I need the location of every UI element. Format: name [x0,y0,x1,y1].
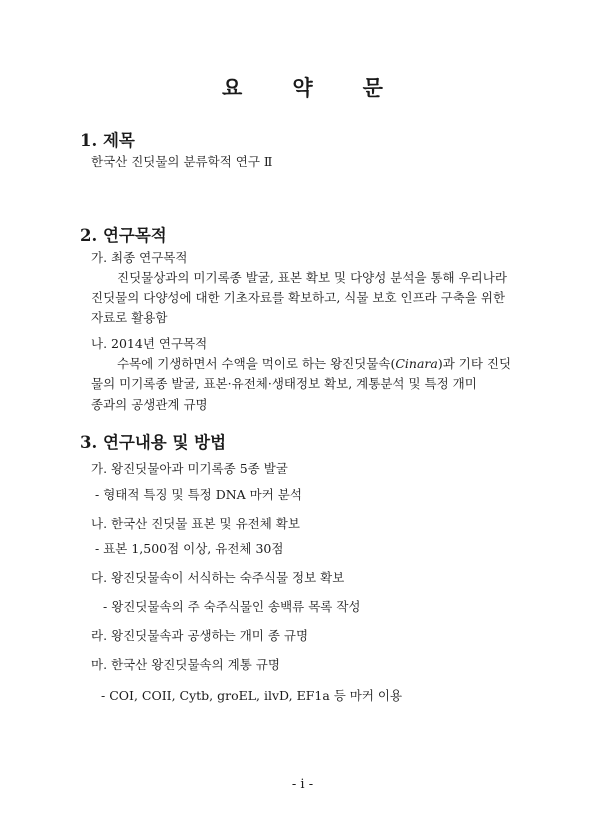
section-2-b-line: 종과의 공생관계 규명 [91,397,208,412]
genus-name: Cinara [395,356,438,371]
page-number: - i - [291,777,314,792]
title-char: 약 [292,75,313,100]
section-3-item: 가. 왕진딧물아과 미기록종 5종 발굴 [91,461,288,476]
section-2-a-line: 진딧물상과의 미기록종 발굴, 표본 확보 및 다양성 분석을 통해 우리나라 [117,270,507,285]
section-2-b-line: 물의 미기록종 발굴, 표본·유전체·생태정보 확보, 계통분석 및 특정 개미 [91,376,477,391]
section-3-heading: 3. 연구내용 및 방법 [80,433,227,452]
section-3-item: 마. 한국산 왕진딧물속의 계통 규명 [91,657,280,672]
section-3-item: 라. 왕진딧물속과 공생하는 개미 종 규명 [91,628,309,643]
title-char: 문 [362,75,383,100]
section-3-item: 다. 왕진딧물속이 서식하는 숙주식물 정보 확보 [91,570,345,585]
page-title [0,72,605,102]
section-2-b-label: 나. 2014년 연구목적 [91,336,208,351]
section-3-item: 나. 한국산 진딧물 표본 및 유전체 확보 [91,516,300,531]
title-char: 요 [222,75,243,100]
section-3-subitem: - 표본 1,500점 이상, 유전체 30점 [95,541,284,556]
section-3-subitem: - COI, COII, Cytb, groEL, ilvD, EF1a 등 마커 이용 [101,688,403,703]
b-line1-pre: 수목에 기생하면서 수액을 먹이로 하는 왕진딧물속( [117,356,396,371]
section-2-a-line: 진딧물의 다양성에 대한 기초자료를 확보하고, 식물 보호 인프라 구축을 위한 [91,290,506,305]
section-2-b-line [117,358,511,371]
section-1-heading: 1. 제목 [80,131,135,150]
b-line1-post: )과 기타 진딧 [437,356,512,371]
section-2-heading: 2. 연구목적 [80,226,167,245]
section-1-body: 한국산 진딧물의 분류학적 연구 Ⅱ [91,154,273,169]
section-3-subitem: - 형태적 특징 및 특정 DNA 마커 분석 [95,487,302,502]
section-2-a-line: 자료로 활용함 [91,310,168,325]
section-2-a-label: 가. 최종 연구목적 [91,250,188,265]
section-3-subitem: - 왕진딧물속의 주 숙주식물인 송백류 목록 작성 [103,599,361,614]
